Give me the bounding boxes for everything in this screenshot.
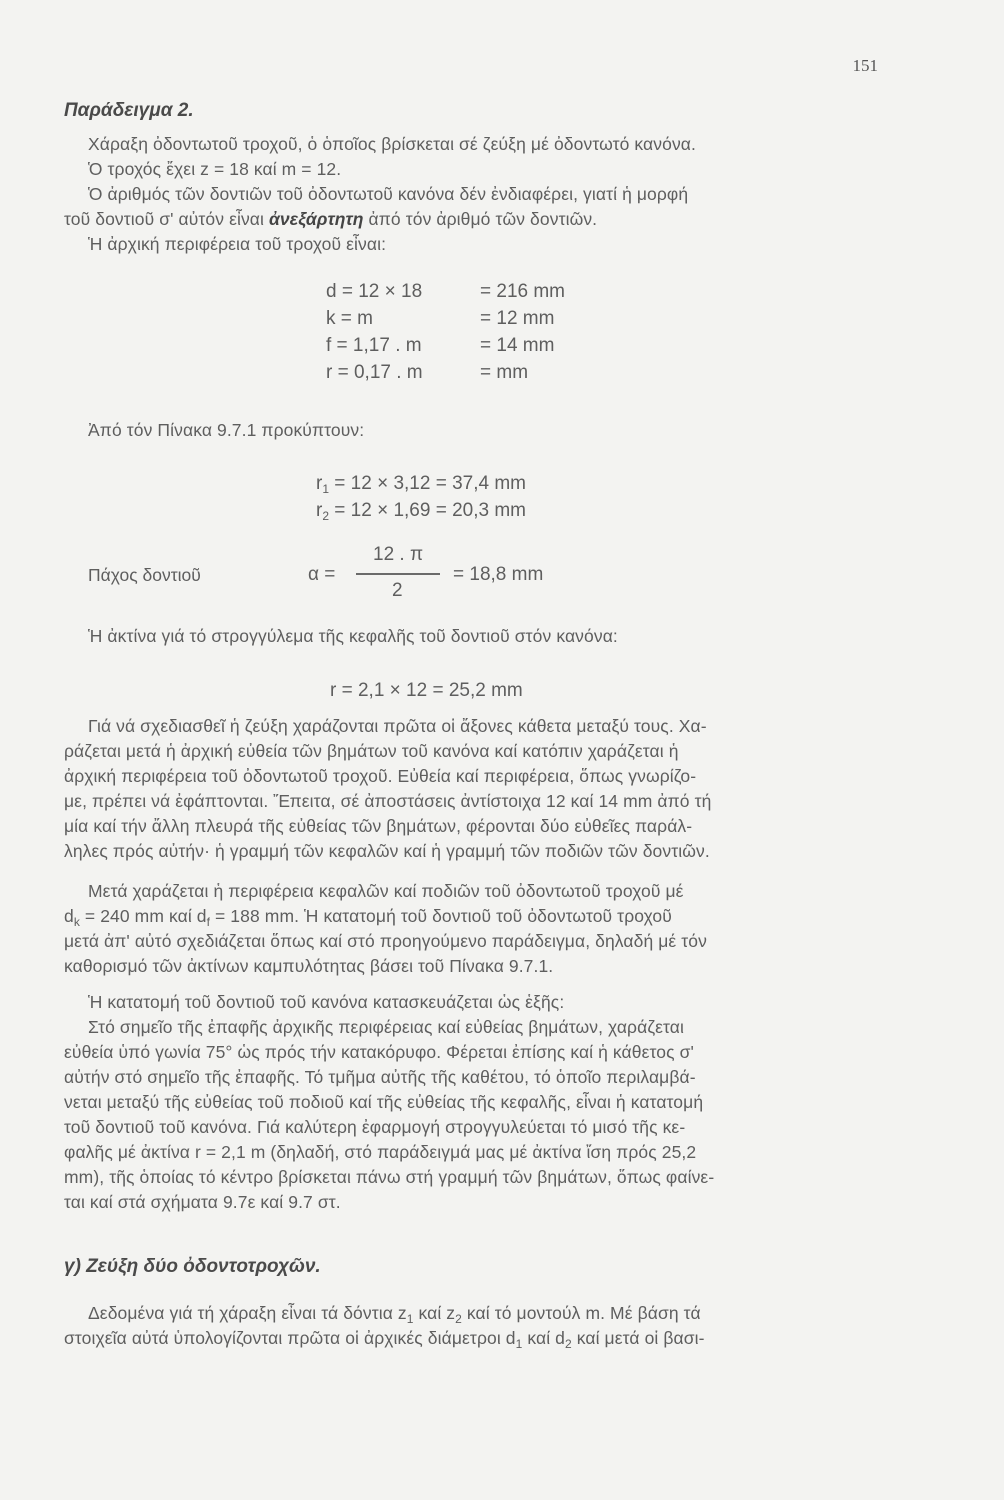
para4-line-1: Στό σημεῖο τῆς ἐπαφῆς ἀρχικῆς περιφέρειας καί εὐθείας βημάτων, χαράζεται [88, 1017, 685, 1037]
para1-line-2: ράζεται μετά ἡ ἀρχική εὐθεία τῶν βημάτων τοῦ κανόνα καί κατόπιν χαράζεται ἡ [64, 741, 679, 761]
intro-line-5: Ἡ ἀρχική περιφέρεια τοῦ τροχοῦ εἶναι: [88, 234, 387, 254]
para4-line-7: mm), τῆς ὁποίας τό κέντρο βρίσκεται πάνω στή γραμμή τῶν βημάτων, ὅπως φαίνε- [64, 1167, 715, 1187]
fraction-numerator: 12 . π [373, 544, 424, 565]
radius-r1: $r_1 = 12 \times 3,12 = 37,4$ mm [316, 473, 527, 496]
intro-line-3: Ὁ ἀριθμός τῶν δοντιῶν τοῦ ὀδοντωτοῦ κανόνα δέν ἐνδιαφέρει, γιατί ἡ μορφή [88, 184, 689, 204]
para4-line-6: φαλῆς μέ ἀκτίνα r = 2,1 m (δηλαδή, στό παράδειγμά μας μέ ἀκτίνα ἴση πρός 25,2 [64, 1142, 697, 1162]
page-number: 151 [852, 56, 878, 75]
formula-d-lhs: d = 12 × 18 [326, 281, 423, 302]
para1-line-6: ληλες πρός αὐτήν· ἡ γραμμή τῶν κεφαλῶν καί ἡ γραμμή τῶν ποδιῶν τῶν δοντιῶν. [64, 841, 710, 861]
para1-line-3: ἀρχική περιφέρεια τοῦ ὀδοντωτοῦ τροχοῦ. Εὐθεία καί περιφέρεια, ὅπως γνωρίζο- [64, 766, 697, 786]
table-reference-line: Ἀπό τόν Πίνακα 9.7.1 προκύπτουν: [88, 420, 365, 440]
thickness-label: Πάχος δοντιοῦ [88, 565, 201, 585]
para4-line-3: αὐτήν στό σημεῖο τῆς ἐπαφῆς. Τό τμῆμα αὐτῆς τῆς καθέτου, τό ὁποῖο περιλαμβά- [64, 1067, 696, 1087]
intro-line-4: τοῦ δοντιοῦ σ' αὐτόν εἶναι ἀνεξάρτητη ἀπό τόν ἀριθμό τῶν δοντιῶν. [64, 209, 598, 229]
para1-line-1: Γιά νά σχεδιασθεῖ ἡ ζεύξη χαράζονται πρῶτα οἱ ἄξονες κάθετα μεταξύ τους. Χα- [88, 716, 707, 736]
formula-k-rhs: = 12 mm [480, 308, 555, 329]
para1-line-5: μία καί τήν ἄλλη πλευρά τῆς εὐθείας τῶν βημάτων, φέρονται δύο εὐθεῖες παράλ- [64, 816, 693, 836]
formula-f-rhs: = 14 mm [480, 335, 555, 356]
formula-f-lhs: f = 1,17 . m [326, 335, 422, 356]
example-title: Παράδειγμα 2. [64, 100, 194, 121]
para4-line-8: ται καί στά σχήματα 9.7ε καί 9.7 στ. [64, 1192, 341, 1212]
emphasis-text: ἀνεξάρτητη [268, 209, 364, 229]
formula-d-rhs: = 216 mm [480, 281, 566, 302]
tip-radius-formula: r = 2,1 × 12 = 25,2 mm [330, 680, 523, 701]
para4-line-5: τοῦ δοντιοῦ τοῦ κανόνα. Γιά καλύτερη ἐφαρμογή στρογγυλεύεται τό μισό τῆς κε- [64, 1117, 686, 1137]
para4-line-2: εὐθεία ὑπό γωνία 75° ὡς πρός τήν κατακόρυφο. Φέρεται ἐπίσης καί ἡ κάθετος σ' [64, 1042, 694, 1062]
para2-line-1: Μετά χαράζεται ἡ περιφέρεια κεφαλῶν καί ποδιῶν τοῦ ὀδοντωτοῦ τροχοῦ μέ [88, 881, 684, 901]
para4-line-4: νεται μεταξύ τῆς εὐθείας τοῦ ποδιοῦ καί τῆς εὐθείας τῆς κεφαλῆς, εἶναι ἡ κατατομή [64, 1092, 704, 1112]
para2-line-4: καθορισμό τῶν ἀκτίνων καμπυλότητας βάσει τοῦ Πίνακα 9.7.1. [64, 956, 554, 976]
fraction-denominator: 2 [392, 580, 403, 601]
section-title: γ) Ζεύξη δύο ὀδοντοτροχῶν. [64, 1256, 321, 1277]
radius-r2: $r_2 = 12 \times 1,69 = 20,3$ mm [316, 500, 527, 523]
para3-line: Ἡ κατατομή τοῦ δοντιοῦ τοῦ κανόνα κατασκευάζεται ὡς ἑξῆς: [88, 992, 565, 1012]
thickness-result: = 18,8 mm [453, 564, 544, 585]
intro-line-2: Ὁ τροχός ἔχει z = 18 καί m = 12. [88, 159, 342, 179]
formula-r-lhs: r = 0,17 . m [326, 362, 423, 383]
thickness-lhs: α = [308, 564, 336, 585]
formula-k-lhs: k = m [326, 308, 373, 329]
fraction-bar [356, 573, 440, 575]
final-line-2: στοιχεῖα αὐτά ὑπολογίζονται πρῶτα οἱ ἀρχικές διάμετροι $d_1$ καί $d_2$ καί μετά οἱ βασι- [64, 1328, 705, 1351]
para1-line-4: με, πρέπει νά ἐφάπτονται. Ἔπειτα, σέ ἀποστάσεις ἀντίστοιχα 12 καί 14 mm ἀπό τή [64, 791, 712, 811]
intro-line-1: Χάραξη ὀδοντωτοῦ τροχοῦ, ὁ ὁποῖος βρίσκεται σέ ζεύξη μέ ὀδοντωτό κανόνα. [88, 134, 696, 154]
para2-line-2: $d_k = 240$ mm καί $d_f = 188$ mm. Ἡ κατατομή τοῦ δοντιοῦ τοῦ ὀδοντωτοῦ τροχοῦ [64, 906, 672, 929]
tip-radius-line: Ἡ ἀκτίνα γιά τό στρογγύλεμα τῆς κεφαλῆς τοῦ δοντιοῦ στόν κανόνα: [88, 626, 618, 646]
para2-line-3: μετά ἀπ' αὐτό σχεδιάζεται ὅπως καί στό προηγούμενο παράδειγμα, δηλαδή μέ τόν [64, 931, 707, 951]
final-line-1: Δεδομένα γιά τή χάραξη εἶναι τά δόντια $z_1$ καί $z_2$ καί τό μοντούλ m. Μέ βάση τά [88, 1303, 701, 1326]
formula-r-rhs: = mm [480, 362, 529, 383]
